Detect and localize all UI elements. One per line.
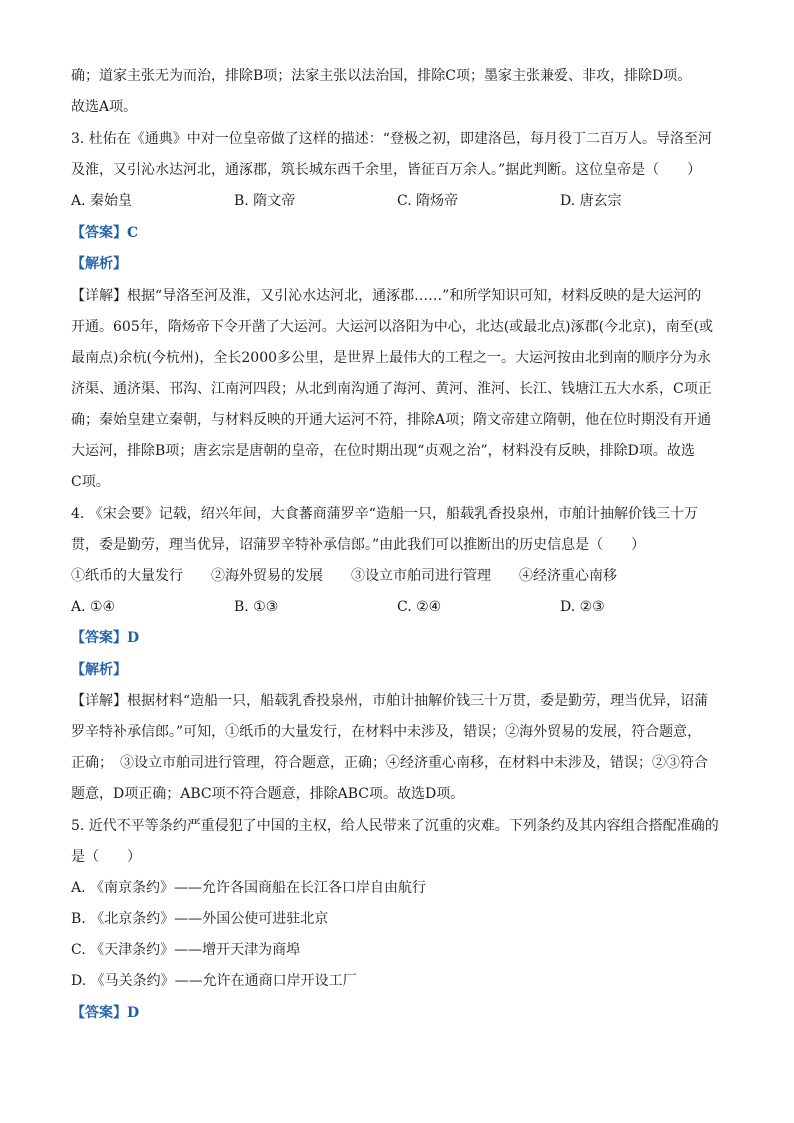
explanation-line: 济渠、通济渠、邗沟、江南河四段；从北到南沟通了海河、黄河、淮河、长江、钱塘江五大水系，C项正 xyxy=(71,381,712,397)
q4-option-b: B. ①③ xyxy=(234,599,279,615)
q3-option-b: B. 隋文帝 xyxy=(234,193,296,209)
question-5-stem: 5. 近代不平等条约严重侵犯了中国的主权，给人民带来了沉重的灾难。下列条约及其内容组合搭配准确的 xyxy=(71,818,719,834)
explanation-line: 【详解】根据材料“造船一只，船载乳香投泉州，市舶计抽解价钱三十万贯，委是勤劳，理当优异，诏蒲 xyxy=(71,693,709,709)
q5-option-c: C. 《天津条约》——增开天津为商埠 xyxy=(71,942,301,958)
explanation-line: 【详解】根据“导洛至河及淮，又引沁水达河北，通涿郡……”和所学知识可知，材料反映的是大运河的 xyxy=(71,288,702,304)
analysis-label: 【解析】 xyxy=(71,256,127,272)
answer-label: 【答案】D xyxy=(71,1005,140,1021)
explanation-line: 确；秦始皇建立秦朝，与材料反映的开通大运河不符，排除A项；隋文帝建立隋朝，他在位时期没有开通 xyxy=(71,412,712,428)
q3-option-a: A. 秦始皇 xyxy=(71,193,133,209)
q4-option-d: D. ②③ xyxy=(560,599,605,615)
q3-option-c: C. 隋炀帝 xyxy=(397,193,459,209)
explanation-line: 罗辛特补承信郎。”可知，①纸币的大量发行，在材料中未涉及，错误；②海外贸易的发展，符合题意， xyxy=(71,724,702,740)
text-line: 确；道家主张无为而治，排除B项；法家主张以法治国，排除C项；墨家主张兼爱、非攻，排除D项。 xyxy=(71,68,692,84)
question-4-stem: 4. 《宋会要》记载，绍兴年间，大食蕃商蒲罗辛“造船一只，船载乳香投泉州，市舶计抽解价钱三十万 xyxy=(71,506,698,522)
explanation-line: 最南点)余杭(今杭州)，全长2000多公里，是世界上最伟大的工程之一。大运河按由北到南的顺序分为永 xyxy=(71,350,712,366)
question-4-stem: 贯，委是勤劳，理当优异，诏蒲罗辛特补承信郎。”由此我们可以推断出的历史信息是（ ） xyxy=(71,537,646,553)
answer-label: 【答案】D xyxy=(71,630,140,646)
question-3-stem: 3. 杜佑在《通典》中对一位皇帝做了这样的描述：“登极之初，即建洛邑，每月役丁二百万人。导洛至河 xyxy=(71,131,712,147)
question-3-stem: 及淮，又引沁水达河北，通涿郡，筑长城东西千余里，皆征百万余人。”据此判断。这位皇帝是（ ） xyxy=(71,162,702,178)
q5-option-b: B. 《北京条约》——外国公使可进驻北京 xyxy=(71,911,329,927)
q5-option-d: D. 《马关条约》——允许在通商口岸开设工厂 xyxy=(71,973,357,989)
explanation-line: 正确； ③设立市舶司进行管理，符合题意，正确；④经济重心南移，在材料中未涉及，错误；②③符合 xyxy=(71,755,708,771)
q3-option-d: D. 唐玄宗 xyxy=(560,193,622,209)
question-4-statements: ①纸币的大量发行 ②海外贸易的发展 ③设立市舶司进行管理 ④经济重心南移 xyxy=(71,568,617,584)
explanation-line: 开通。605年，隋炀帝下令开凿了大运河。大运河以洛阳为中心，北达(或最北点)涿郡(今北京)，南至(或 xyxy=(71,319,714,335)
explanation-line: C项。 xyxy=(71,474,110,490)
explanation-line: 大运河，排除B项；唐玄宗是唐朝的皇帝，在位时期出现“贞观之治”，材料没有反映，排除D项。故选 xyxy=(71,443,695,459)
question-5-stem: 是（ ） xyxy=(71,849,141,865)
q5-option-a: A. 《南京条约》——允许各国商船在长江各口岸自由航行 xyxy=(71,880,427,896)
text-line: 故选A项。 xyxy=(71,99,138,115)
answer-label: 【答案】C xyxy=(71,225,139,241)
q4-option-c: C. ②④ xyxy=(397,599,442,615)
explanation-line: 题意，D项正确；ABC项不符合题意，排除ABC项。故选D项。 xyxy=(71,786,465,802)
q4-option-a: A. ①④ xyxy=(71,599,116,615)
analysis-label: 【解析】 xyxy=(71,662,127,678)
